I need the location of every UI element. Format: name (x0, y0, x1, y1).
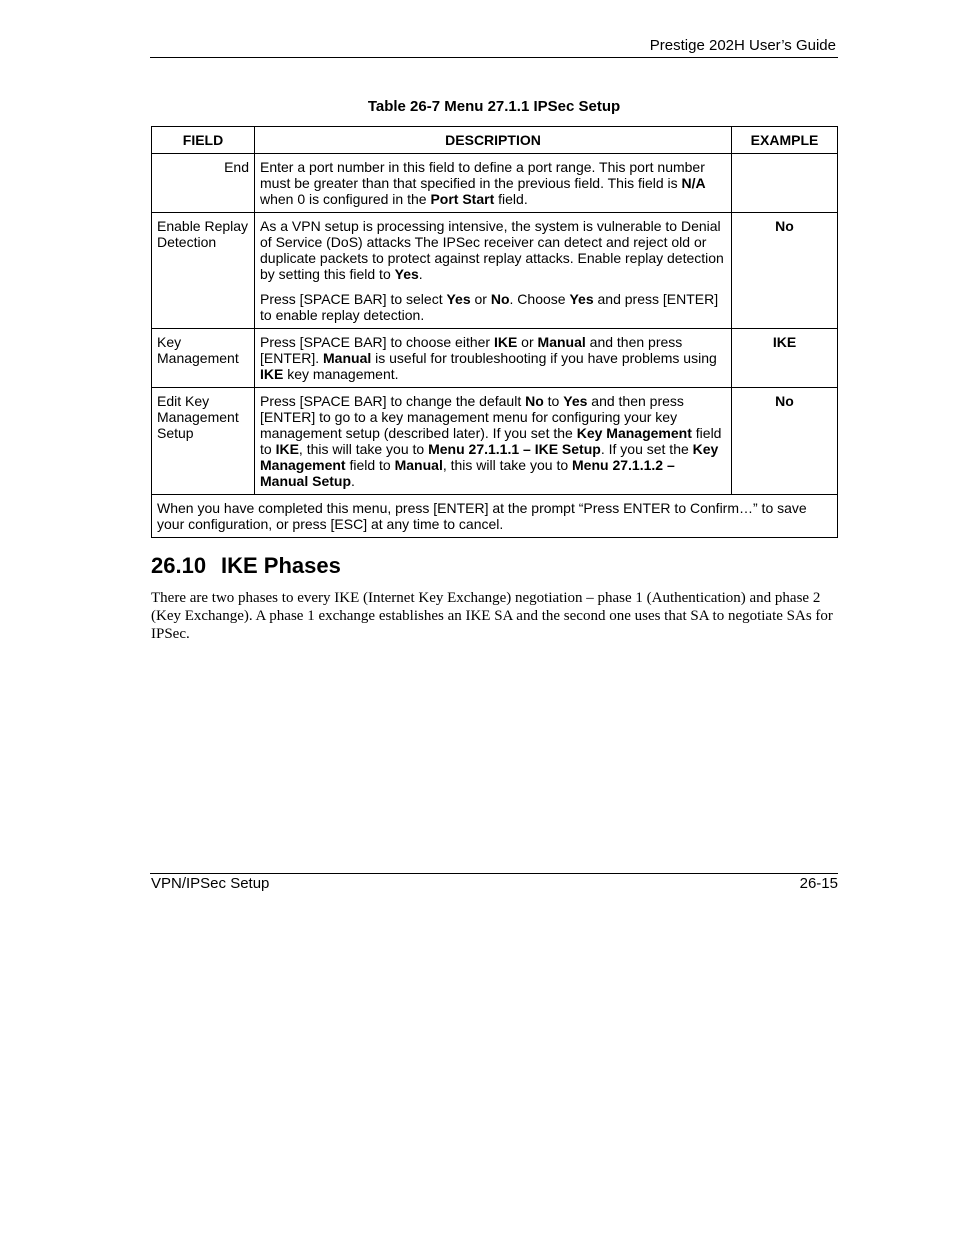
text-run: , this will take you to (442, 457, 573, 473)
table-row (152, 329, 838, 388)
description-cell (255, 154, 732, 213)
text-run: field. (494, 191, 528, 207)
bold-term: Manual (323, 350, 372, 366)
footer-chapter: VPN/IPSec Setup (151, 875, 270, 892)
example-cell: No (732, 213, 838, 329)
field-name-cell: End (152, 154, 255, 213)
field-name-cell: Enable Replay Detection (152, 213, 255, 329)
bold-term: Manual (394, 457, 443, 473)
column-header-example: EXAMPLE (732, 127, 838, 154)
bold-term: No (525, 393, 544, 409)
header-rule (150, 57, 838, 58)
description-cell (255, 213, 732, 329)
column-header-description: DESCRIPTION (255, 127, 732, 154)
text-run: or (517, 334, 538, 350)
bold-term: Yes (563, 393, 588, 409)
table-body (152, 154, 838, 495)
footer-rule (150, 873, 838, 874)
text-run: field to (345, 457, 395, 473)
text-run: . If you set the (600, 441, 693, 457)
bold-term: Yes (446, 291, 471, 307)
ipsec-setup-table (151, 126, 838, 538)
text-run: , this will take you to (298, 441, 429, 457)
text-run: to (543, 393, 564, 409)
bold-term: IKE (493, 334, 518, 350)
text-run: and press [ENTER] to enable replay detection. (260, 291, 719, 323)
text-run: As a VPN setup is processing intensive, the system is vulnerable to Denial of Service (DoS) attacks The IPSec receiver can detect and reject old or duplicate packets to protect against replay attacks. Enable replay detection by setting this field to (260, 218, 724, 282)
text-run: Press [SPACE BAR] to change the default (260, 393, 526, 409)
bold-term: N/A (681, 175, 706, 191)
table-row (152, 388, 838, 495)
text-run: when 0 is configured in the (260, 191, 431, 207)
description-paragraph (260, 334, 726, 382)
example-cell: IKE (732, 329, 838, 388)
bold-term: IKE (275, 441, 299, 457)
bold-term: No (490, 291, 510, 307)
section-heading (151, 553, 341, 579)
section-body: There are two phases to every IKE (Internet Key Exchange) negotiation – phase 1 (Authentication) and phase 2 (Key Exchange). A phase 1 exchange establishes an IKE SA and the second one uses that SA to negotiate SAs for IPSec. (151, 590, 833, 642)
description-paragraph (260, 291, 726, 323)
text-run: . (418, 266, 423, 282)
column-header-field: FIELD (152, 127, 255, 154)
description-paragraph (260, 218, 726, 282)
bold-term: Port Start (430, 191, 495, 207)
example-cell (732, 154, 838, 213)
text-run: and then press [ENTER]. (260, 334, 683, 366)
bold-term: Menu 27.1.1.1 – IKE Setup (428, 441, 601, 457)
field-name-cell: Edit Key Management Setup (152, 388, 255, 495)
bold-term: Key Management (260, 441, 719, 473)
text-run: field to (260, 425, 722, 457)
field-name-cell: Key Management (152, 329, 255, 388)
bold-term: Yes (394, 266, 419, 282)
description-cell (255, 329, 732, 388)
description-paragraph (260, 393, 726, 489)
description-paragraph (260, 159, 726, 207)
text-run: Enter a port number in this field to define a port range. This port number must be greater than that specified in the previous field. This field is (260, 159, 705, 191)
text-run: key management. (283, 366, 399, 382)
table-caption: Table 26-7 Menu 27.1.1 IPSec Setup (367, 98, 621, 115)
text-run: . Choose (509, 291, 570, 307)
bold-term: Manual (537, 334, 586, 350)
table-footer-note: When you have completed this menu, press [ENTER] at the prompt “Press ENTER to Confirm…” to save your configuration, or press [ESC] at any time to cancel. (152, 495, 838, 538)
text-run: or (470, 291, 491, 307)
example-cell: No (732, 388, 838, 495)
text-run: is useful for troubleshooting if you have problems using (371, 350, 717, 366)
bold-term: Menu 27.1.1.2 – Manual Setup (260, 457, 675, 489)
bold-term: Yes (569, 291, 594, 307)
bold-term: Key Management (576, 425, 692, 441)
table-row (152, 154, 838, 213)
table-header-row (152, 127, 838, 154)
table-row (152, 213, 838, 329)
text-run: and then press [ENTER] to go to a key management menu for configuring your key management setup (described later). If you set the (260, 393, 684, 441)
bold-term: IKE (260, 366, 284, 382)
running-header: Prestige 202H User’s Guide (649, 37, 836, 54)
section-number: 26.10 (151, 553, 207, 578)
text-run: Press [SPACE BAR] to choose either (260, 334, 494, 350)
text-run: . (351, 473, 355, 489)
description-cell (255, 388, 732, 495)
table-footer-row (152, 495, 838, 538)
text-run: Press [SPACE BAR] to select (260, 291, 447, 307)
section-title: IKE Phases (221, 553, 341, 578)
footer-page-number: 26-15 (799, 875, 838, 892)
